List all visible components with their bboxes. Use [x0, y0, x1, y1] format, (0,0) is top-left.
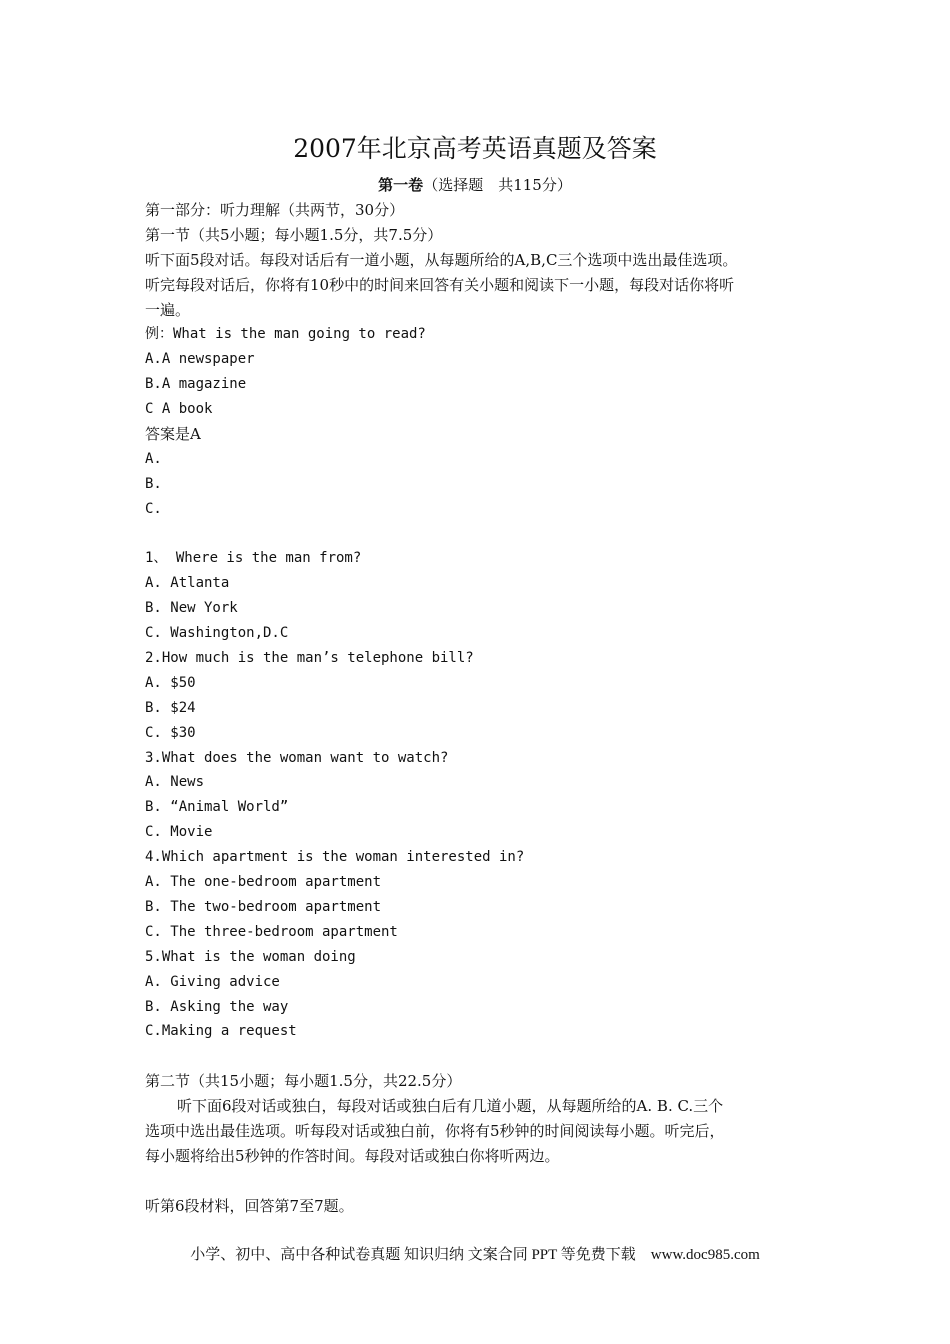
text-line: B. $24 [145, 699, 196, 716]
text-line: 第一部分：听力理解（共两节，30分） [145, 201, 405, 219]
document-title: 2007年北京高考英语真题及答案 [293, 134, 657, 163]
text-line: 1、 Where is the man from? [145, 550, 362, 567]
text-line: C. Movie [145, 824, 213, 841]
blank-line [145, 522, 825, 547]
text-line: C. [145, 500, 162, 517]
text-line: A. Atlanta [145, 575, 230, 592]
text-line: A. Giving advice [145, 973, 280, 990]
text-line: 选项中选出最佳选项。听每段对话或独白前，你将有5秒钟的时间阅读每小题。听完后， [145, 1121, 725, 1140]
text-line: A.A newspaper [145, 351, 255, 368]
text-line: 2.How much is the man’s telephone bill? [145, 650, 474, 667]
section-subtitle [0, 173, 950, 197]
text-line: 听完每段对话后，你将有10秒中的时间来回答有关小题和阅读下一小题，每段对话你将听 [145, 275, 735, 294]
text-line: 4.Which apartment is the woman interested in? [145, 849, 525, 866]
text-line: 听第6段材料，回答第7至7题。 [145, 1196, 354, 1215]
text-line: 一遍。 [145, 300, 191, 319]
text-line: B. New York [145, 600, 238, 617]
text-line: B. Asking the way [145, 998, 289, 1015]
text-line: C A book [145, 401, 213, 418]
text-line: B. The two-bedroom apartment [145, 898, 382, 915]
text-line: A. News [145, 774, 205, 791]
text-line: 第一节（共5小题；每小题1.5分，共7.5分） [145, 225, 443, 244]
text-line: 听下面6段对话或独白，每段对话或独白后有几道小题，从每题所给的A. B. C.三个 [177, 1097, 724, 1116]
text-line: 每小题将给出5秒钟的作答时间。每段对话或独白你将听两边。 [145, 1146, 560, 1165]
text-line: B. “Animal World” [145, 799, 289, 816]
text-line: 例：What is the man going to read? [145, 326, 426, 343]
text-line: A. $50 [145, 674, 196, 691]
text-line: B. [145, 475, 162, 492]
page-footer: 小学、初中、高中各种试卷真题 知识归纳 文案合同 PPT 等免费下载 www.doc985.com [190, 1247, 760, 1263]
text-line: C. Washington,D.C [145, 625, 289, 642]
text-line: B.A magazine [145, 376, 247, 393]
subtitle-rest: （选择题 共115分） [423, 176, 572, 194]
text-line: C. The three-bedroom apartment [145, 923, 398, 940]
blank-line [145, 1169, 825, 1194]
text-line: C. $30 [145, 724, 196, 741]
text-line: 第二节（共15小题；每小题1.5分，共22.5分） [145, 1072, 462, 1091]
document-body [145, 198, 825, 1219]
text-line: A. [145, 450, 162, 467]
text-line: 听下面5段对话。每段对话后有一道小题，从每题所给的A,B,C三个选项中选出最佳选项。 [145, 250, 738, 269]
text-line: A. The one-bedroom apartment [145, 874, 382, 891]
subtitle-bold: 第一卷 [378, 176, 424, 194]
blank-line [145, 1044, 825, 1069]
text-line: 3.What does the woman want to watch? [145, 749, 449, 766]
text-line: C.Making a request [145, 1023, 297, 1040]
text-line: 答案是A [145, 425, 201, 444]
text-line: 5.What is the woman doing [145, 948, 356, 965]
